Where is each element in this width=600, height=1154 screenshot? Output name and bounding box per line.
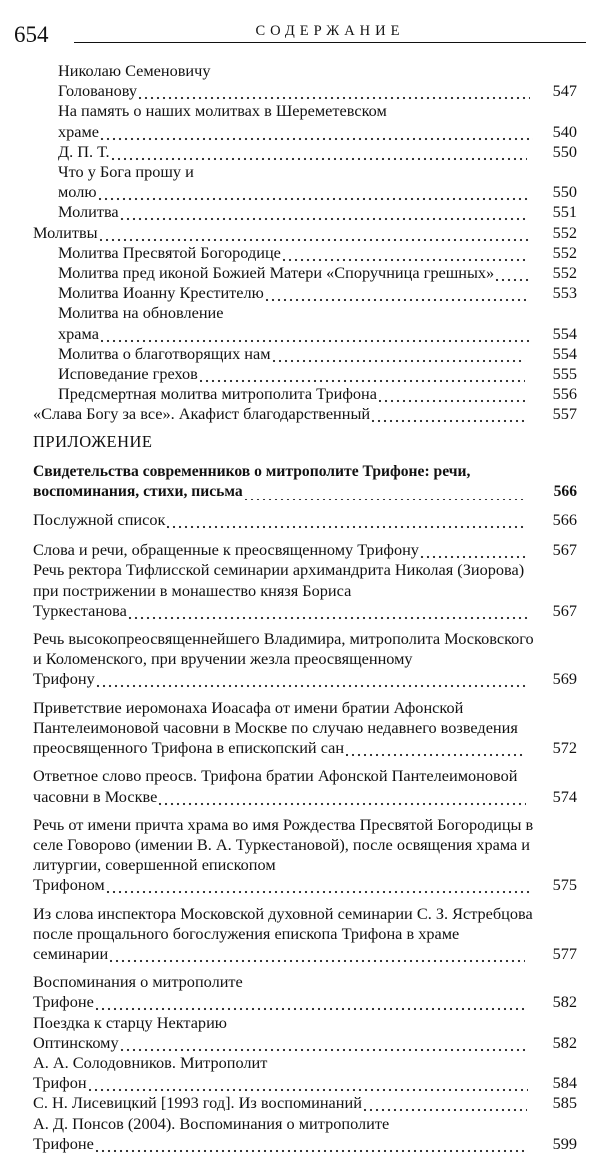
dot-leader bbox=[494, 263, 529, 282]
table-of-contents bbox=[33, 61, 577, 1154]
toc-entry-page: 550 bbox=[552, 141, 577, 161]
dot-leader bbox=[108, 944, 525, 963]
toc-entry-page: 582 bbox=[552, 1032, 577, 1052]
toc-entry-page: 550 bbox=[552, 182, 577, 202]
toc-entry[interactable] bbox=[33, 101, 577, 141]
spacer bbox=[33, 621, 577, 629]
toc-entry[interactable] bbox=[33, 404, 577, 424]
toc-entry-page: 574 bbox=[552, 786, 577, 806]
toc-entry-page: 553 bbox=[552, 283, 577, 303]
dot-leader bbox=[370, 404, 527, 423]
running-header bbox=[14, 20, 586, 50]
toc-entry-page: 566 bbox=[553, 482, 577, 500]
spacer bbox=[33, 896, 577, 904]
dot-leader bbox=[119, 202, 528, 221]
toc-entry-title: «Слава Богу за все». Акафист благодарственный bbox=[33, 404, 371, 424]
dot-leader bbox=[110, 142, 527, 161]
toc-entry-page: 557 bbox=[552, 404, 577, 424]
toc-entry[interactable] bbox=[33, 1093, 577, 1113]
toc-group-memoirs bbox=[33, 972, 577, 1154]
dot-leader bbox=[94, 1134, 527, 1153]
dot-leader bbox=[362, 1093, 527, 1112]
running-title: СОДЕРЖАНИЕ bbox=[248, 23, 413, 39]
toc-entry-title: Свидетельства современников о митрополите Трифоне: речи, воспоминания, стихи, письма bbox=[33, 462, 471, 500]
toc-entry[interactable] bbox=[33, 223, 577, 243]
toc-entry-page: 552 bbox=[552, 222, 577, 242]
dot-leader bbox=[344, 738, 525, 757]
toc-entry[interactable] bbox=[33, 162, 577, 202]
dot-leader bbox=[157, 787, 525, 806]
dot-leader bbox=[94, 992, 527, 1011]
toc-entry-title: Молитва Иоанну Крестителю bbox=[58, 283, 264, 303]
toc-entry-page: 540 bbox=[552, 121, 577, 141]
spacer bbox=[33, 502, 577, 510]
dot-leader bbox=[281, 243, 527, 262]
toc-entry-title: С. Н. Лисевицкий [1993 год]. Из воспоминаний bbox=[33, 1093, 362, 1113]
running-title-wrap bbox=[74, 21, 586, 41]
toc-entry-speeches[interactable] bbox=[33, 540, 577, 560]
toc-entry-title: Слова и речи, обращенные к преосвященному Трифону bbox=[33, 540, 419, 560]
toc-entry-title: Предсмертная молитва митрополита Трифона bbox=[58, 384, 377, 404]
spacer bbox=[33, 690, 577, 698]
header-rule bbox=[74, 42, 586, 43]
toc-entry-title: Молитва о благотворящих нам bbox=[58, 343, 271, 363]
toc-entry-title: А. Д. Понсов (2004). Воспоминания о митрополите Трифоне bbox=[33, 1113, 390, 1153]
toc-entry-title: Воспоминания о митрополите Трифоне bbox=[33, 972, 243, 1012]
toc-entry-service-record[interactable] bbox=[33, 510, 577, 530]
dot-leader bbox=[97, 182, 530, 201]
toc-entry-title: Николаю Семеновичу Голованову bbox=[58, 61, 211, 101]
toc-entry-page: 556 bbox=[552, 384, 577, 404]
toc-entry-page: 566 bbox=[552, 510, 577, 530]
toc-entry[interactable] bbox=[33, 263, 577, 283]
toc-entry-page: 554 bbox=[552, 343, 577, 363]
toc-entry-title: Ответное слово преосв. Трифона братии Афонской Пантелеимоновой часовни в Москве bbox=[33, 766, 518, 806]
toc-entry-page: 567 bbox=[552, 600, 577, 620]
toc-entry[interactable] bbox=[33, 1053, 577, 1093]
toc-entry-page: 547 bbox=[552, 81, 577, 101]
toc-entry[interactable] bbox=[33, 1114, 577, 1154]
toc-entry[interactable] bbox=[33, 364, 577, 384]
toc-entry[interactable] bbox=[33, 972, 577, 1012]
toc-entry[interactable] bbox=[33, 766, 577, 806]
dot-leader bbox=[243, 483, 526, 500]
toc-entry-title: Молитва на обновление храма bbox=[58, 303, 224, 343]
appendix-heading: ПРИЛОЖЕНИЕ bbox=[33, 431, 153, 451]
toc-entry[interactable] bbox=[33, 61, 577, 101]
toc-entry-title: А. А. Солодовников. Митрополит Трифон bbox=[33, 1052, 268, 1093]
toc-entry-page: 575 bbox=[552, 875, 577, 895]
toc-entry-title: Речь ректора Тифлисской семинарии архимандрита Николая (Зиорова) при пострижении в монашество князя Бориса Туркестанова bbox=[33, 560, 525, 620]
toc-entry[interactable] bbox=[33, 142, 577, 162]
dot-leader bbox=[99, 324, 532, 343]
toc-group-speeches bbox=[33, 560, 577, 964]
toc-entry-page: 567 bbox=[552, 540, 577, 560]
toc-entry-page: 572 bbox=[552, 738, 577, 758]
dot-leader bbox=[419, 540, 527, 559]
toc-entry[interactable] bbox=[33, 384, 577, 404]
toc-entry-title: Поездка к старцу Нектарию Оптинскому bbox=[33, 1012, 227, 1052]
dot-leader bbox=[127, 601, 528, 620]
toc-entry[interactable] bbox=[33, 629, 577, 690]
toc-entry[interactable] bbox=[33, 1013, 577, 1053]
dot-leader bbox=[99, 122, 532, 141]
toc-entry[interactable] bbox=[33, 243, 577, 263]
toc-entry[interactable] bbox=[33, 698, 577, 759]
spacer bbox=[33, 807, 577, 815]
toc-entry[interactable] bbox=[33, 560, 577, 621]
toc-entry-page: 551 bbox=[552, 202, 577, 222]
toc-entry-testimonies[interactable] bbox=[33, 462, 577, 502]
toc-entry-title: Из слова инспектора Московской духовной семинарии С. З. Ястребцова после прощального богослужения епископа Трифона в храме семинарии bbox=[33, 903, 533, 963]
toc-entry-page: 552 bbox=[552, 263, 577, 283]
dot-leader bbox=[98, 223, 531, 242]
toc-entry-title: Речь высокопреосвященнейшего Владимира, митрополита Московского и Коломенского, при вручении жезла преосвященному Трифону bbox=[33, 629, 534, 689]
dot-leader bbox=[198, 364, 526, 383]
dot-leader bbox=[264, 283, 527, 302]
toc-entry[interactable] bbox=[33, 344, 577, 364]
toc-entry-page: 555 bbox=[552, 364, 577, 384]
dot-leader bbox=[165, 510, 525, 529]
toc-entry-title: Приветствие иеромонаха Иоасафа от имени братии Афонской Пантелеимоновой часовни в Москве по случаю недавнего возведения преосвященного Трифона в епископский сан bbox=[33, 697, 518, 758]
toc-entry-page: 552 bbox=[552, 242, 577, 262]
toc-entry-title: Д. П. Т. bbox=[58, 141, 110, 161]
dot-leader bbox=[137, 81, 530, 100]
toc-entry-title: Молитва bbox=[58, 202, 119, 222]
toc-entry-page: 569 bbox=[552, 669, 577, 689]
toc-entry[interactable] bbox=[33, 815, 577, 896]
page-number: 654 bbox=[14, 22, 49, 47]
dot-leader bbox=[105, 875, 530, 894]
toc-entry[interactable] bbox=[33, 283, 577, 303]
toc-entry-page: 585 bbox=[552, 1093, 577, 1113]
dot-leader bbox=[87, 1073, 529, 1092]
toc-entry[interactable] bbox=[33, 202, 577, 222]
toc-entry-title: Послужной список bbox=[33, 510, 166, 530]
dot-leader bbox=[119, 1033, 528, 1052]
toc-entry-title: Молитва Пресвятой Богородице bbox=[58, 242, 281, 262]
toc-entry-page: 599 bbox=[552, 1133, 577, 1153]
toc-entry[interactable] bbox=[33, 904, 577, 965]
dot-leader bbox=[95, 669, 528, 688]
toc-entry[interactable] bbox=[33, 303, 577, 343]
toc-entry-page: 577 bbox=[552, 943, 577, 963]
toc-entry-title: На память о наших молитвах в Шереметевском храме bbox=[58, 101, 387, 141]
toc-group-poems bbox=[33, 61, 577, 425]
dot-leader bbox=[377, 384, 526, 403]
toc-entry-page: 582 bbox=[552, 992, 577, 1012]
toc-entry-title: Речь от имени причта храма во имя Рождества Пресвятой Богородицы в селе Говорово (имении В. А. Туркестановой), после освящения храма и литургии, совершенной епископом Трифоном bbox=[33, 814, 534, 895]
dot-leader bbox=[271, 344, 525, 363]
spacer bbox=[33, 964, 577, 972]
spacer bbox=[33, 530, 577, 540]
toc-entry-page: 584 bbox=[552, 1073, 577, 1093]
toc-entry-title: Что у Бога прошу и молю bbox=[58, 162, 194, 202]
toc-entry-title: Молитва пред иконой Божией Матери «Споручница грешных» bbox=[58, 263, 495, 283]
toc-entry-title: Молитвы bbox=[33, 222, 98, 242]
spacer bbox=[33, 758, 577, 766]
toc-entry-title: Исповедание грехов bbox=[58, 364, 198, 384]
toc-entry-page: 554 bbox=[552, 323, 577, 343]
